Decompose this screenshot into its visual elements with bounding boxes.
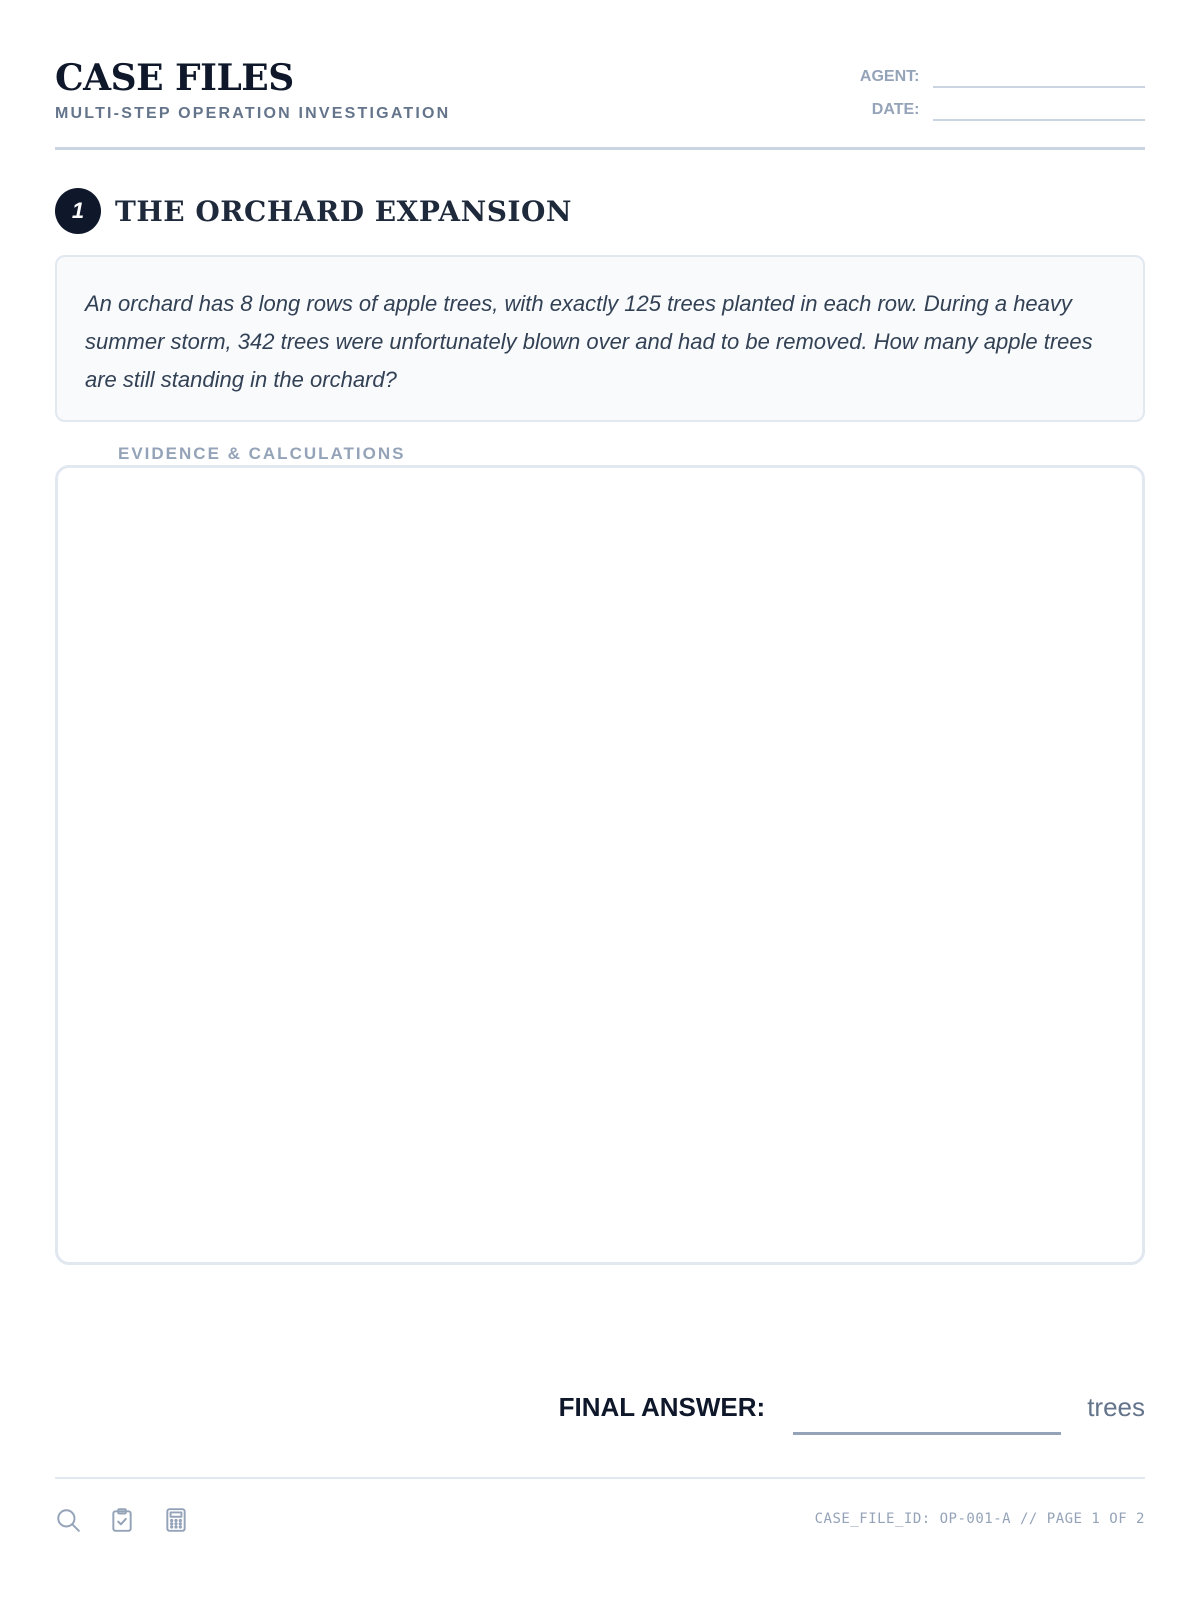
search-icon — [55, 1507, 81, 1533]
footer-icons — [55, 1507, 189, 1533]
page-title: CASE FILES — [55, 57, 294, 99]
page-footer — [55, 1477, 1145, 1549]
final-answer-field[interactable] — [793, 1382, 1061, 1435]
case-file-id: CASE_FILE_ID: OP-001-A // PAGE 1 OF 2 — [814, 1511, 1145, 1527]
date-field-row — [845, 88, 1145, 121]
question-number-badge: 1 — [55, 188, 101, 234]
final-answer-label: FINAL ANSWER: — [558, 1392, 766, 1422]
agent-label: AGENT: — [859, 68, 920, 85]
agent-field[interactable] — [933, 62, 1145, 88]
page-header — [55, 55, 1145, 150]
answer-unit: trees — [1087, 1392, 1145, 1422]
page-subtitle: MULTI-STEP OPERATION INVESTIGATION — [55, 105, 451, 122]
date-label: DATE: — [871, 101, 920, 118]
final-answer-row — [559, 1385, 1145, 1435]
date-field[interactable] — [933, 95, 1145, 121]
agent-field-row — [845, 55, 1145, 88]
question-heading — [55, 188, 572, 234]
evidence-work-area[interactable] — [55, 444, 1145, 1265]
agent-date-fields — [845, 55, 1145, 121]
clipboard-check-icon — [109, 1507, 135, 1533]
evidence-label: EVIDENCE & CALCULATIONS — [98, 444, 425, 464]
calculator-icon — [163, 1507, 189, 1533]
problem-statement: An orchard has 8 long rows of apple trees, with exactly 125 trees planted in each row. During a heavy summer storm, 342 trees were unfortunately blown over and had to be removed. How many apple trees are still standing in the orchard? — [55, 255, 1145, 422]
question-title: THE ORCHARD EXPANSION — [115, 194, 573, 228]
